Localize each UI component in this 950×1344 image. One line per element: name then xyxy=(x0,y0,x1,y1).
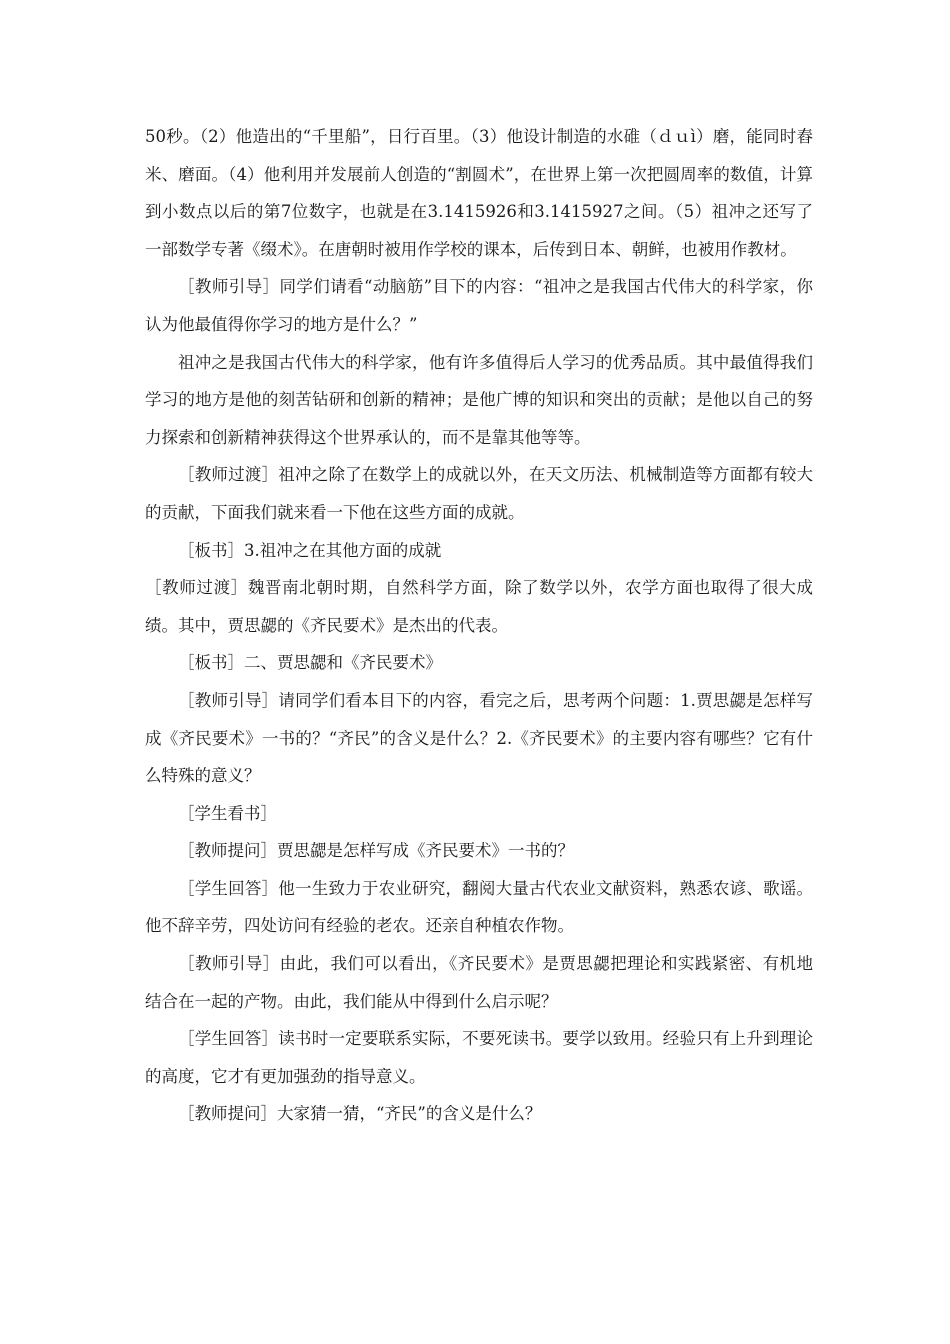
paragraph-teacher-guide-think: ［教师引导］同学们请看“动脑筋”目下的内容：“祖冲之是我国古代伟大的科学家，你认为他最值得你学习的地方是什么？” xyxy=(145,277,813,334)
paragraph-student-answer-1: ［学生回答］他一生致力于农业研究，翻阅大量古代农业文献资料，熟悉农谚、歌谣。他不辞辛劳，四处访问有经验的老农。还亲自种植农作物。 xyxy=(145,878,813,936)
paragraph-zu-chongzhi-qualities: 祖冲之是我国古代伟大的科学家，他有许多值得后人学习的优秀品质。其中最值得我们学习的地方是他的刻苦钻研和创新的精神；是他广博的知识和突出的贡献；是他以自己的努力探索和创新精神获得这个世界承认的，而不是靠其他等等。 xyxy=(145,352,813,447)
paragraph-teacher-transition-1: ［教师过渡］祖冲之除了在数学上的成就以外，在天文历法、机械制造等方面都有较大的贡献，下面我们就来看一下他在这些方面的成就。 xyxy=(145,465,813,522)
paragraph-blackboard-2: ［板书］二、贾思勰和《齐民要术》 xyxy=(178,653,442,673)
paragraph-teacher-guide-insight: ［教师引导］由此，我们可以看出，《齐民要术》是贾思勰把理论和实践紧密、有机地结合在一起的产物。由此，我们能从中得到什么启示呢？ xyxy=(145,954,813,1011)
document-page xyxy=(145,118,813,1133)
paragraph-blackboard-3: ［板书］3.祖冲之在其他方面的成就 xyxy=(178,540,442,560)
paragraph-teacher-guide-questions: ［教师引导］请同学们看本目下的内容，看完之后，思考两个问题：1.贾思勰是怎样写成《齐民要术》一书的？“齐民”的含义是什么？2.《齐民要术》的主要内容有哪些？它有什么特殊的意义？ xyxy=(145,690,813,786)
paragraph-student-answer-2: ［学生回答］读书时一定要联系实际，不要死读书。要学以致用。经验只有上升到理论的高度，它才有更加强劲的指导意义。 xyxy=(145,1029,813,1086)
paragraph-teacher-question-1: ［教师提问］贾思勰是怎样写成《齐民要术》一书的？ xyxy=(178,841,574,861)
paragraph-zu-chongzhi-achievements: 50秒。（2）他造出的“千里船”，日行百里。（3）他设计制造的水碓（ｄｕì）磨，能同时舂米、磨面。（4）他利用并发展前人创造的“割圆术”，在世界上第一次把圆周率的数值，计算到小数点以后的第7位数字，也就是在3.1415926和3.1415927之间。（5）祖冲之还写了一部数学专著《缀术》。在唐朝时被用作学校的课本，后传到日本、朝鲜，也被用作教材。 xyxy=(145,127,813,259)
paragraph-teacher-transition-2: ［教师过渡］魏晋南北朝时期，自然科学方面，除了数学以外，农学方面也取得了很大成绩。其中，贾思勰的《齐民要术》是杰出的代表。 xyxy=(145,578,813,635)
paragraph-teacher-question-2: ［教师提问］大家猜一猜，“齐民”的含义是什么？ xyxy=(178,1104,542,1124)
paragraph-students-read: ［学生看书］ xyxy=(178,803,277,823)
